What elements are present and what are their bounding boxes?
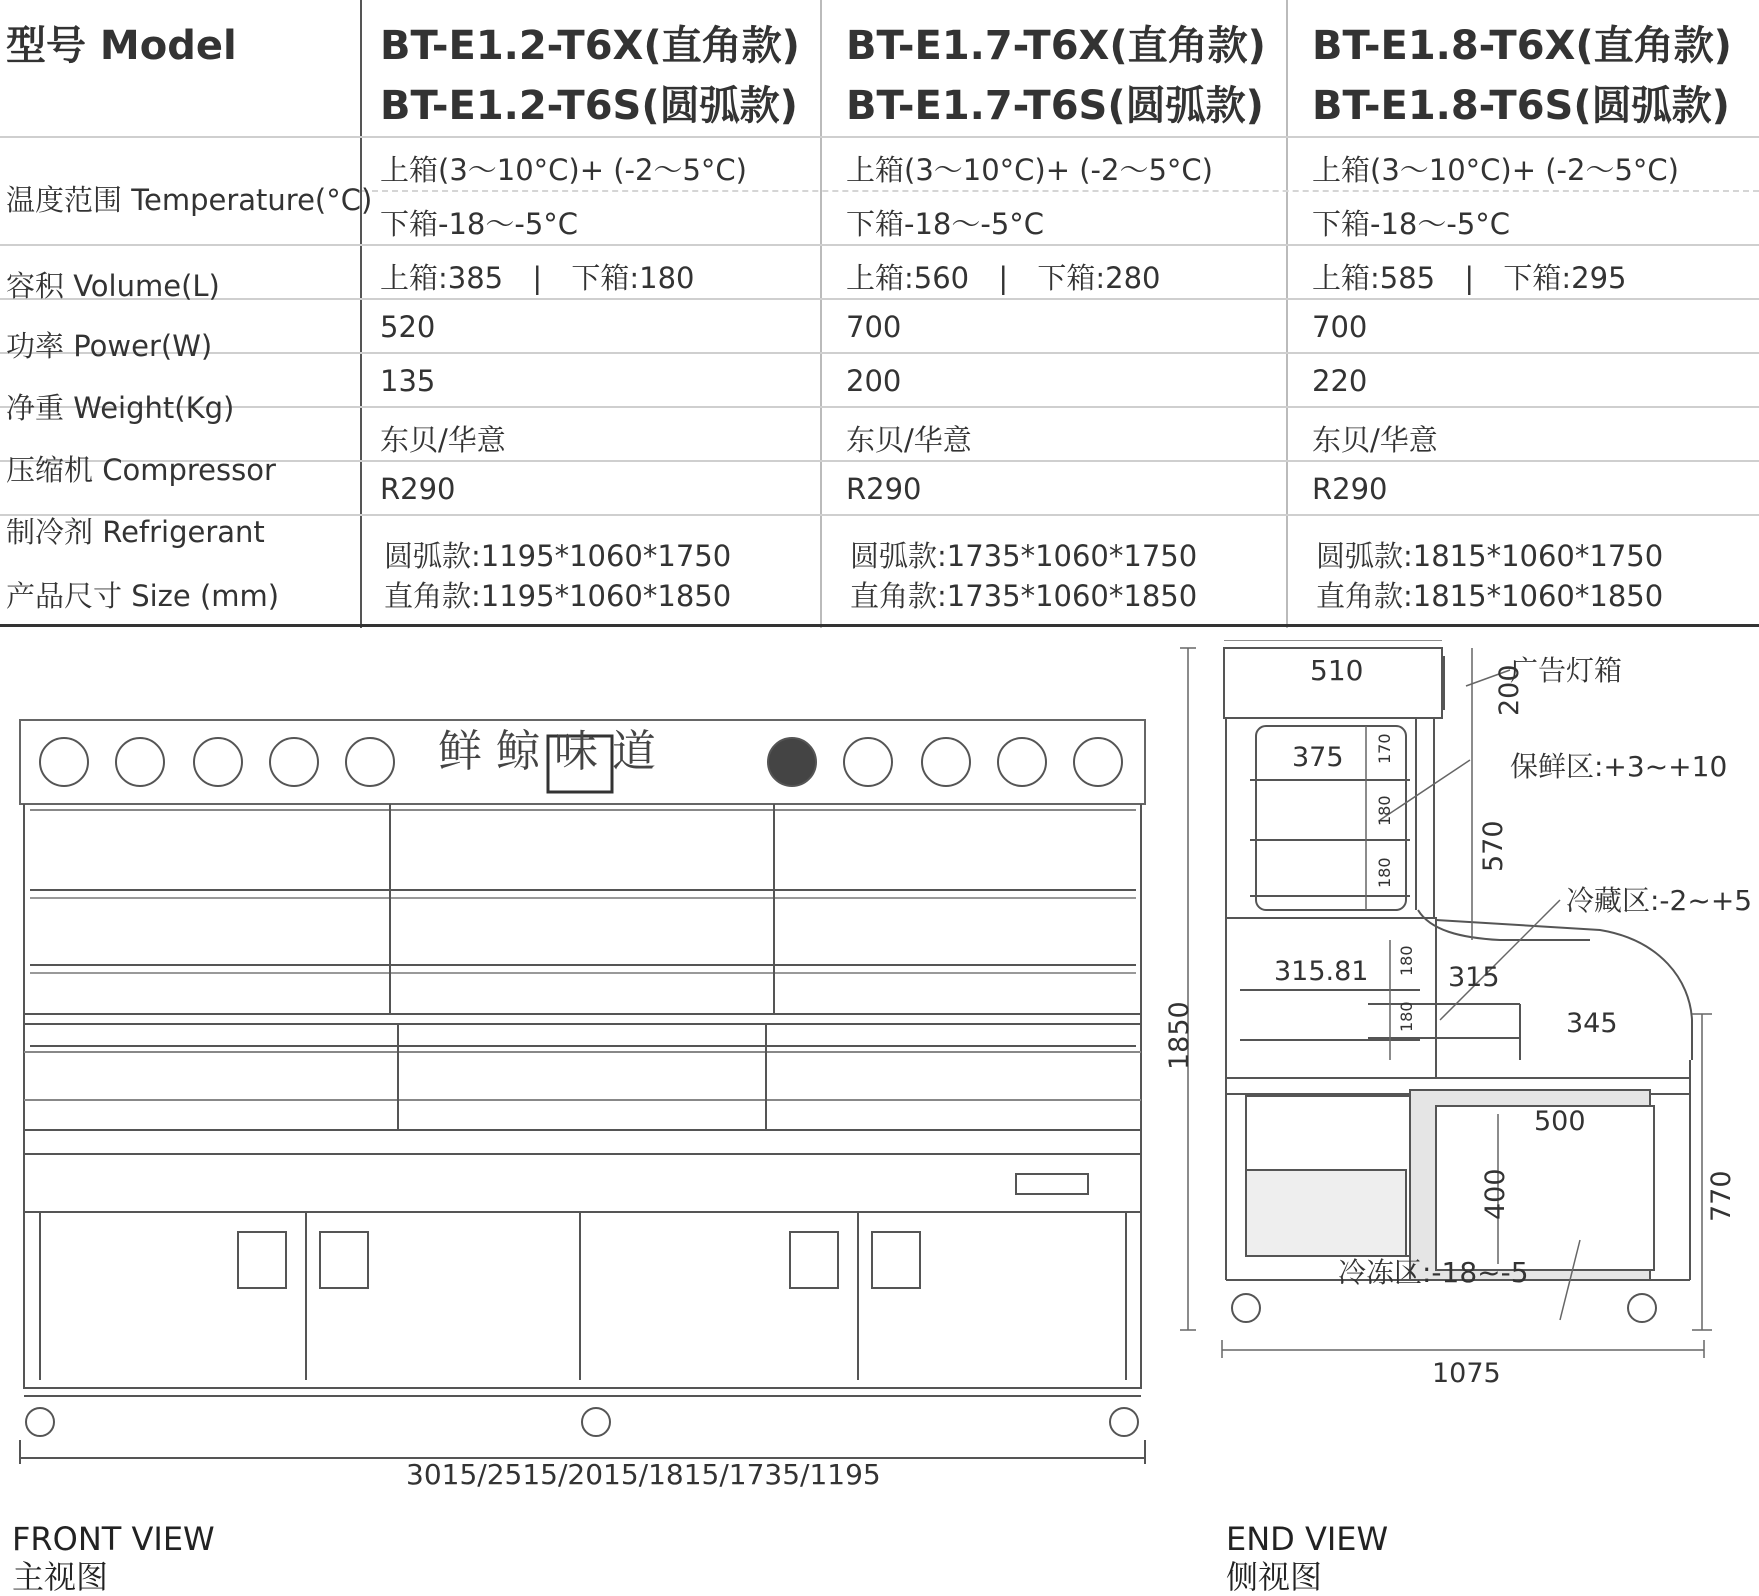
label-chill-zone: 冷藏区:-2~+5 — [1566, 884, 1753, 917]
cell-temp-upper: 上箱(3～10°C)+ (-2～5°C) — [380, 153, 747, 187]
front-view-caption-cn: 主视图 — [12, 1558, 109, 1596]
front-view-caption-en: FRONT VIEW — [12, 1520, 215, 1558]
cell-volume — [1312, 256, 1626, 297]
label-lightbox: 广告灯箱 — [1510, 654, 1623, 687]
cell-weight: 220 — [1312, 364, 1368, 398]
model-1-line2: BT-E1.2-T6S(圆弧款) — [380, 83, 798, 129]
cell-weight: 200 — [846, 364, 902, 398]
volume-upper: 上箱:585 — [1312, 261, 1436, 295]
row-divider-dashed — [362, 190, 1759, 192]
dim-lightbox-height: 200 — [1494, 664, 1525, 716]
row-divider — [0, 244, 1759, 246]
cell-size-round: 圆弧款:1815*1060*1750 — [1316, 539, 1664, 573]
drawing-labels — [406, 654, 1752, 1491]
cell-size-right: 直角款:1195*1060*1850 — [384, 579, 732, 613]
dim-upper-height: 570 — [1478, 820, 1509, 872]
cell-temp-lower: 下箱-18～-5°C — [380, 207, 579, 241]
label-power: 功率 Power(W) — [6, 329, 213, 363]
cell-refrigerant: R290 — [1312, 472, 1388, 506]
front-casters — [26, 1408, 1138, 1436]
model-3-line2: BT-E1.8-T6S(圆弧款) — [1312, 83, 1730, 129]
end-view-casters — [1232, 1294, 1656, 1322]
model-1-line1: BT-E1.2-T6X(直角款) — [380, 23, 800, 69]
column-divider — [360, 0, 362, 628]
model-3-line1: BT-E1.8-T6X(直角款) — [1312, 23, 1732, 69]
label-size: 产品尺寸 Size (mm) — [6, 579, 280, 613]
sign-text: 鲜 鲸 味 道 — [438, 726, 656, 777]
row-divider — [0, 406, 1759, 408]
dim-mid-gap-1: 180 — [1397, 945, 1416, 976]
end-view-caption-cn: 侧视图 — [1226, 1558, 1323, 1596]
dim-shelf-gap-2: 180 — [1375, 795, 1394, 826]
cell-power: 700 — [846, 310, 902, 344]
dim-freezer-width: 500 — [1534, 1106, 1586, 1137]
dim-shelf-gap-3: 180 — [1375, 857, 1394, 888]
label-freeze-zone: 冷冻区:-18~-5 — [1338, 1256, 1529, 1289]
dim-mid-depth: 315 — [1448, 962, 1500, 993]
cell-refrigerant: R290 — [380, 472, 456, 506]
volume-upper: 上箱:560 — [846, 261, 970, 295]
volume-separator: | — [1464, 261, 1475, 295]
cell-weight: 135 — [380, 364, 436, 398]
label-refrigerant: 制冷剂 Refrigerant — [6, 515, 265, 549]
dim-mid-gap-2: 180 — [1397, 1001, 1416, 1032]
dim-base-height: 770 — [1706, 1170, 1737, 1222]
cell-compressor: 东贝/华意 — [380, 423, 506, 457]
cell-power: 520 — [380, 310, 436, 344]
table-bottom-border — [0, 624, 1759, 627]
cell-compressor: 东贝/华意 — [1312, 423, 1438, 457]
volume-lower: 下箱:295 — [1503, 261, 1627, 295]
column-divider — [820, 0, 822, 628]
spec-table — [0, 0, 1759, 628]
row-divider — [0, 136, 1759, 138]
model-2-line2: BT-E1.7-T6S(圆弧款) — [846, 83, 1264, 129]
label-weight: 净重 Weight(Kg) — [6, 391, 235, 425]
dim-total-depth: 1075 — [1432, 1358, 1501, 1389]
cell-power: 700 — [1312, 310, 1368, 344]
end-view-caption-en: END VIEW — [1226, 1520, 1389, 1558]
row-divider — [0, 298, 1759, 300]
cell-temp-lower: 下箱-18～-5°C — [846, 207, 1045, 241]
front-view-caption — [12, 1520, 215, 1596]
cell-volume — [380, 256, 694, 297]
dim-mid-width: 315.81 — [1274, 956, 1369, 987]
column-divider — [1286, 0, 1288, 628]
cell-size-round: 圆弧款:1735*1060*1750 — [850, 539, 1198, 573]
volume-upper: 上箱:385 — [380, 261, 504, 295]
dim-freezer-height: 400 — [1480, 1168, 1511, 1220]
label-fresh-zone: 保鲜区:+3~+10 — [1510, 750, 1728, 783]
volume-separator: | — [532, 261, 543, 295]
cell-size-right: 直角款:1735*1060*1850 — [850, 579, 1198, 613]
cell-temp-upper: 上箱(3～10°C)+ (-2～5°C) — [846, 153, 1213, 187]
label-compressor: 压缩机 Compressor — [6, 453, 276, 487]
cell-size-round: 圆弧款:1195*1060*1750 — [384, 539, 732, 573]
dim-shelf-gap-1: 170 — [1375, 733, 1394, 764]
cell-size-right: 直角款:1815*1060*1850 — [1316, 579, 1664, 613]
dim-shelf-width: 375 — [1292, 742, 1344, 773]
cell-compressor: 东贝/华意 — [846, 423, 972, 457]
cell-volume — [846, 256, 1160, 297]
volume-lower: 下箱:280 — [1037, 261, 1161, 295]
dim-total-height: 1850 — [1164, 1001, 1195, 1070]
cell-refrigerant: R290 — [846, 472, 922, 506]
end-view-caption — [1226, 1520, 1388, 1596]
volume-separator: | — [998, 261, 1009, 295]
technical-drawing — [0, 640, 1759, 1589]
header-model-label: 型号 Model — [6, 23, 237, 69]
label-temperature: 温度范围 Temperature(°C) — [6, 183, 373, 217]
cell-temp-lower: 下箱-18～-5°C — [1312, 207, 1511, 241]
dim-top-width: 510 — [1310, 654, 1364, 687]
front-width-dimension: 3015/2515/2015/1815/1735/1195 — [406, 1458, 881, 1491]
model-2-line1: BT-E1.7-T6X(直角款) — [846, 23, 1266, 69]
cell-temp-upper: 上箱(3～10°C)+ (-2～5°C) — [1312, 153, 1679, 187]
dim-curve-depth: 345 — [1566, 1008, 1618, 1039]
label-volume: 容积 Volume(L) — [6, 269, 220, 303]
row-divider — [0, 352, 1759, 354]
volume-lower: 下箱:180 — [571, 261, 695, 295]
